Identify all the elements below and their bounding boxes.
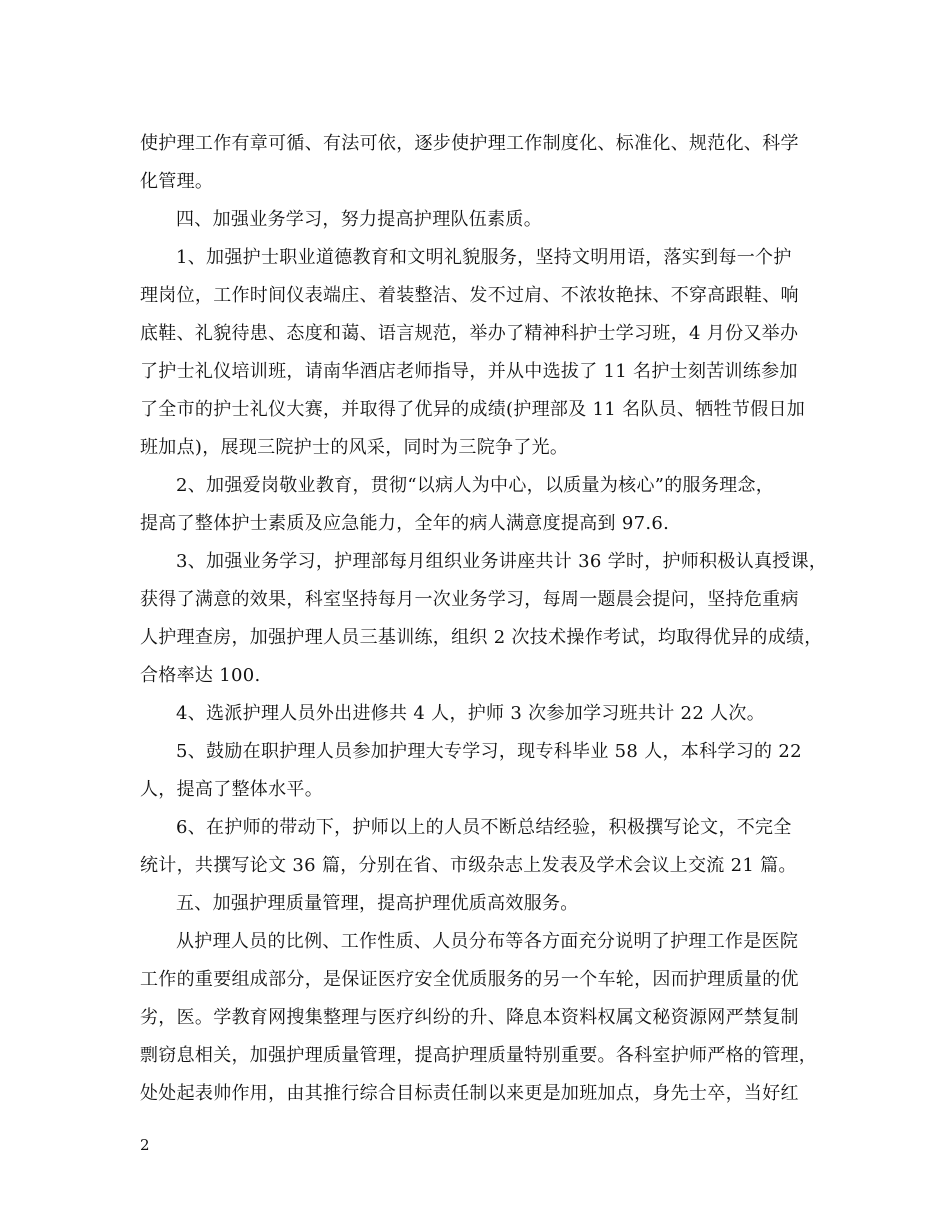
text-line: 工作的重要组成部分，是保证医疗安全优质服务的另一个车轮，因而护理质量的优 <box>140 969 799 990</box>
text-line: 处处起表帅作用，由其推行综合目标责任制以来更是加班加点，身先士卒，当好红 <box>140 1083 799 1104</box>
text-line: 人护理查房，加强护理人员三基训练，组织 2 次技术操作考试，均取得优异的成绩， <box>140 627 823 648</box>
text-line: 使护理工作有章可循、有法可依，逐步使护理工作制度化、标准化、规范化、科学 <box>140 133 799 154</box>
section-heading: 五、加强护理质量管理，提高护理优质高效服务。 <box>176 893 579 914</box>
text-line: 人，提高了整体水平。 <box>140 779 323 800</box>
text-line: 3、加强业务学习，护理部每月组织业务讲座共计 36 学时，护师积极认真授课， <box>176 551 828 572</box>
section-heading: 四、加强业务学习，努力提高护理队伍素质。 <box>176 209 542 230</box>
text-line: 班加点)，展现三院护士的风采，同时为三院争了光。 <box>140 437 569 458</box>
text-line: 4、选派护理人员外出进修共 4 人，护师 3 次参加学习班共计 22 人次。 <box>176 703 765 724</box>
text-line: 提高了整体护士素质及应急能力，全年的病人满意度提高到 97.6. <box>140 513 670 534</box>
text-line: 底鞋、礼貌待患、态度和蔼、语言规范，举办了精神科护士学习班，4 月份又举办 <box>140 323 799 344</box>
text-line: 从护理人员的比例、工作性质、人员分布等各方面充分说明了护理工作是医院 <box>176 931 799 952</box>
text-line: 6、在护师的带动下，护师以上的人员不断总结经验，积极撰写论文，不完全 <box>176 817 792 838</box>
text-line: 合格率达 100. <box>140 665 261 686</box>
text-line: 了全市的护士礼仪大赛，并取得了优异的成绩(护理部及 11 名队员、牺牲节假日加 <box>140 399 806 420</box>
text-line: 获得了满意的效果，科室坚持每月一次业务学习，每周一题晨会提问，坚持危重病 <box>140 589 799 610</box>
text-line: 了护士礼仪培训班，请南华酒店老师指导，并从中选拔了 11 名护士刻苦训练参加 <box>140 361 798 382</box>
text-line: 5、鼓励在职护理人员参加护理大专学习，现专科毕业 58 人，本科学习的 22 <box>176 741 802 762</box>
text-line: 1、加强护士职业道德教育和文明礼貌服务，坚持文明用语，落实到每一个护 <box>176 247 792 268</box>
text-line: 统计，共撰写论文 36 篇，分别在省、市级杂志上发表及学术会议上交流 21 篇。 <box>140 855 797 876</box>
text-line: 2、加强爱岗敬业教育，贯彻“以病人为中心，以质量为核心”的服务理念， <box>176 475 775 496</box>
text-line: 理岗位，工作时间仪表端庄、着装整洁、发不过肩、不浓妆艳抹、不穿高跟鞋、响 <box>140 285 799 306</box>
text-line: 剽窃息相关，加强护理质量管理，提高护理质量特别重要。各科室护师严格的管理， <box>140 1045 818 1066</box>
text-line: 化管理。 <box>140 171 214 192</box>
page-number: 2 <box>140 1136 150 1154</box>
text-line: 劣，医。学教育网搜集整理与医疗纠纷的升、降息本资料权属文秘资源网严禁复制 <box>140 1007 799 1028</box>
